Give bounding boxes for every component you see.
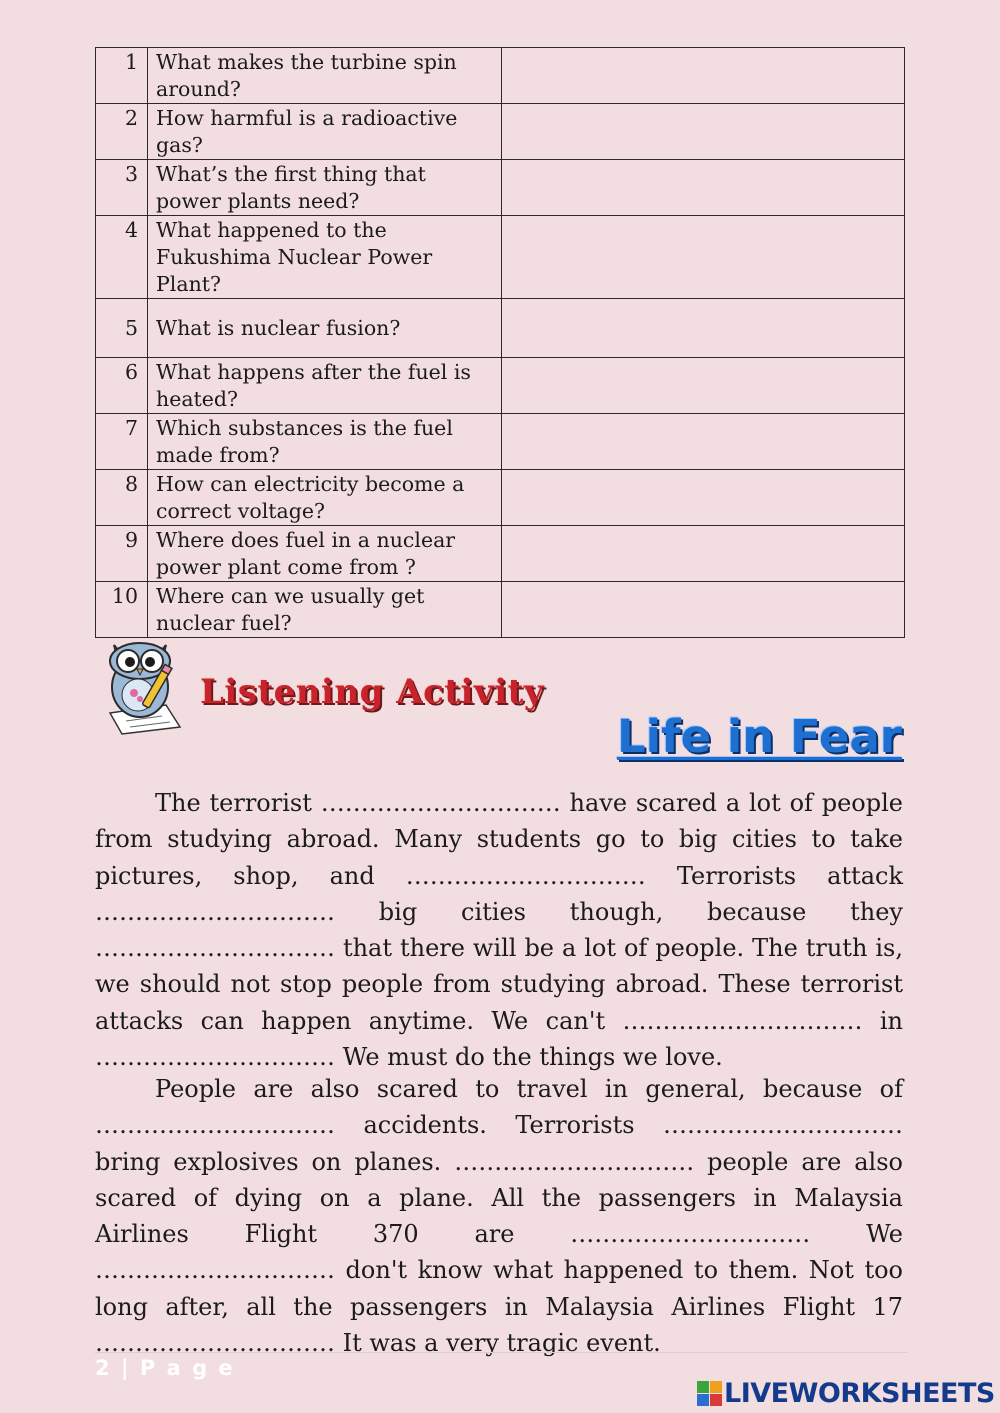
- question-text: Where does fuel in a nuclear power plant come from ?: [148, 526, 502, 582]
- question-number: 4: [96, 216, 148, 299]
- brand-name: LIVEWORKSHEETS: [724, 1377, 995, 1409]
- fill-in-blank[interactable]: …………………………: [95, 1329, 335, 1358]
- question-number: 9: [96, 526, 148, 582]
- answer-cell[interactable]: [502, 526, 905, 582]
- question-text: What is nuclear fusion?: [148, 299, 502, 358]
- question-number: 3: [96, 160, 148, 216]
- question-number: 5: [96, 299, 148, 358]
- questions-table: [95, 47, 905, 638]
- answer-cell[interactable]: [502, 299, 905, 358]
- page-number: 2 | P a g e: [95, 1356, 235, 1380]
- table-row: [96, 48, 905, 104]
- question-number: 8: [96, 470, 148, 526]
- table-row: [96, 216, 905, 299]
- question-text: What happened to the Fukushima Nuclear Power Plant?: [148, 216, 502, 299]
- liveworksheets-brand: [697, 1378, 995, 1408]
- question-number: 6: [96, 358, 148, 414]
- table-row: [96, 160, 905, 216]
- question-number: 1: [96, 48, 148, 104]
- question-text: What’s the first thing that power plants need?: [148, 160, 502, 216]
- question-number: 7: [96, 414, 148, 470]
- fill-in-blank[interactable]: …………………………: [320, 789, 561, 817]
- table-row: [96, 470, 905, 526]
- fill-in-blank[interactable]: …………………………: [95, 897, 335, 926]
- passage-paragraph-2: People are also scared to travel in general, because of ………………………… accidents. Terrorists ………………………… bring explosives on planes. ………………………… people are also scared of dying on a plane. All the passengers in Malaysia Airlines Flight 370 are ………………………… We ………………………… don't know what happened to them. Not too long after, all the passengers in Malaysia Airlines Flight 17 ………………………… It was a very tragic event.: [95, 1075, 903, 1358]
- question-text: How harmful is a radioactive gas?: [148, 104, 502, 160]
- fill-in-blank[interactable]: …………………………: [95, 1256, 335, 1285]
- answer-cell[interactable]: [502, 470, 905, 526]
- story-title: Life in Fear: [617, 710, 902, 763]
- answer-cell[interactable]: [502, 414, 905, 470]
- fill-in-blank[interactable]: …………………………: [95, 1111, 335, 1140]
- footer-divider: [95, 1352, 907, 1353]
- answer-cell[interactable]: [502, 216, 905, 299]
- listening-activity-heading: Listening Activity: [200, 672, 545, 712]
- answer-cell[interactable]: [502, 160, 905, 216]
- table-row: [96, 358, 905, 414]
- table-row: [96, 414, 905, 470]
- question-number: 2: [96, 104, 148, 160]
- fill-in-blank[interactable]: …………………………: [405, 861, 646, 890]
- fill-in-blank[interactable]: …………………………: [95, 934, 335, 963]
- table-row: [96, 526, 905, 582]
- passage-paragraph-1: The terrorist ………………………… have scared a lot of people from studying abroad. Many students go to big cities to take pictures, shop, and ………………………… Terrorists attack ………………………… big cities though, because they ………………………… that there will be a lot of people. The truth is, we should not stop people from studying abroad. These terrorist attacks can happen anytime. We can't ………………………… in ………………………… We must do the things we love.: [95, 789, 904, 1072]
- question-text: Where can we usually get nuclear fuel?: [148, 582, 502, 638]
- answer-cell[interactable]: [502, 358, 905, 414]
- fill-in-blank[interactable]: …………………………: [95, 1043, 335, 1072]
- fill-in-blank[interactable]: …………………………: [663, 1111, 903, 1140]
- answer-cell[interactable]: [502, 104, 905, 160]
- question-number: 10: [96, 582, 148, 638]
- fill-in-blank[interactable]: …………………………: [454, 1147, 695, 1176]
- table-row: [96, 582, 905, 638]
- question-text: What makes the turbine spin around?: [148, 48, 502, 104]
- question-text: How can electricity become a correct voltage?: [148, 470, 502, 526]
- owl-writing-icon: [100, 635, 188, 735]
- liveworksheets-logo-icon: [697, 1381, 722, 1406]
- table-row: [96, 299, 905, 358]
- question-text: Which substances is the fuel made from?: [148, 414, 502, 470]
- answer-cell[interactable]: [502, 48, 905, 104]
- fill-in-blank[interactable]: …………………………: [622, 1006, 863, 1035]
- table-row: [96, 104, 905, 160]
- question-text: What happens after the fuel is heated?: [148, 358, 502, 414]
- answer-cell[interactable]: [502, 582, 905, 638]
- fill-in-blank[interactable]: …………………………: [570, 1220, 811, 1249]
